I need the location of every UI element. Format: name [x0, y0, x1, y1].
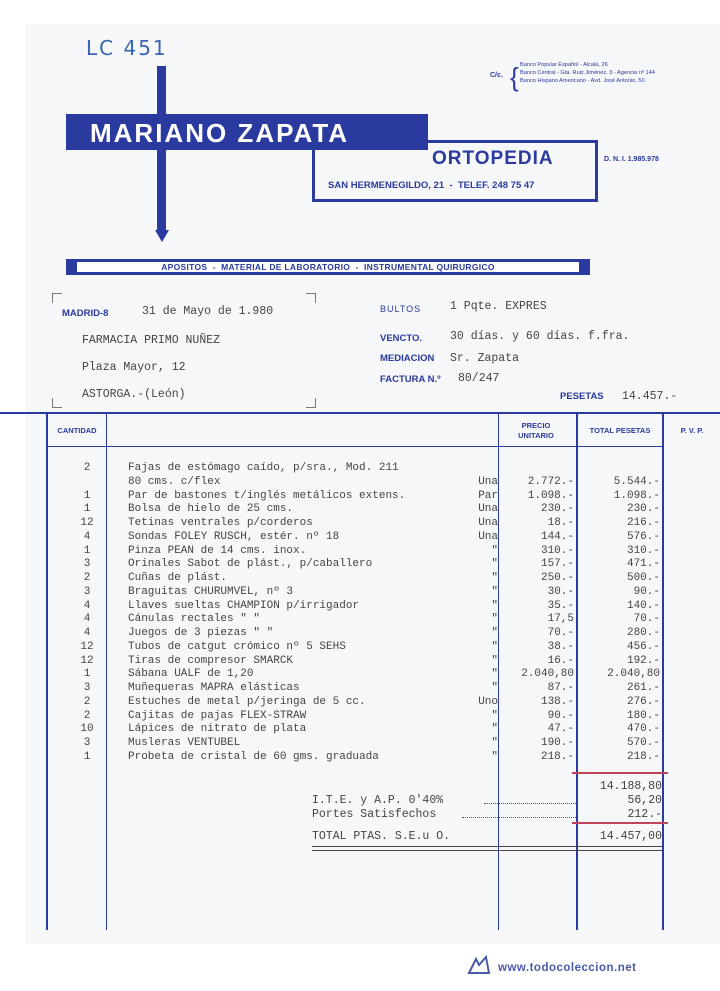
- item-unit: ": [491, 723, 498, 736]
- item-unit: Par: [478, 489, 498, 502]
- item-unit: ": [491, 544, 498, 557]
- item-unit: ": [491, 613, 498, 626]
- item-quantity: 4: [83, 627, 91, 639]
- mediacion-label: MEDIACION: [380, 353, 435, 364]
- item-quantity: 12: [80, 640, 94, 653]
- mediacion-value: Sr. Zapata: [450, 352, 520, 365]
- item-description: Probeta de cristal de 60 gms. graduada: [128, 750, 379, 763]
- header-precio: PRECIO UNITARIO: [518, 421, 554, 440]
- item-description: Pinza PEAN de 14 cms. inox.: [128, 544, 307, 557]
- item-total: 310.-: [626, 544, 660, 557]
- item-unit-price: 90.-: [547, 709, 574, 722]
- company-phone: TELEF. 248 75 47: [457, 180, 535, 191]
- item-unit: ": [491, 640, 498, 653]
- bultos-label: BULTOS: [380, 304, 422, 314]
- item-unit-price: 138.-: [540, 695, 574, 708]
- item-total: 218.-: [626, 750, 660, 763]
- item-total: 140.-: [626, 599, 660, 612]
- item-total: 192.-: [626, 654, 660, 667]
- item-unit-price: 2.772.-: [527, 475, 574, 488]
- item-quantity: 2: [83, 572, 91, 584]
- item-description: Juegos de 3 piezas " ": [128, 627, 274, 639]
- table-row: [0, 655, 720, 669]
- item-unit: ": [491, 682, 498, 694]
- item-description: Fajas de estómago caído, p/sra., Mod. 211: [128, 462, 399, 474]
- item-quantity: 1: [83, 489, 91, 502]
- table-row: [0, 531, 720, 545]
- item-quantity: 4: [83, 599, 91, 612]
- city-label: MADRID-8: [62, 308, 109, 319]
- item-unit-price: 157.-: [540, 558, 574, 571]
- total-label: TOTAL PTAS. S.E.u O.: [312, 830, 451, 843]
- logo-arrow-icon: [155, 230, 169, 242]
- item-quantity: 1: [83, 544, 91, 557]
- item-description: Orinales Sabot de plást., p/caballero: [128, 558, 373, 571]
- item-description: Musleras VENTUBEL: [128, 737, 241, 749]
- item-unit-price: 35.-: [547, 599, 574, 612]
- item-unit-price: 250.-: [540, 572, 574, 584]
- company-address: SAN HERMENEGILDO, 21: [328, 180, 445, 191]
- item-description: Par de bastones t/inglés metálicos extens.: [128, 489, 406, 502]
- item-unit-price: 87.-: [547, 682, 574, 694]
- subtotal-rule: [572, 772, 668, 774]
- item-description: Muñequeras MAPRA elásticas: [128, 682, 300, 694]
- table-row: [0, 586, 720, 600]
- address-corner-tr: [306, 293, 316, 303]
- item-unit: ": [491, 654, 498, 667]
- item-unit-price: 190.-: [540, 737, 574, 749]
- pesetas-label: PESETAS: [560, 391, 604, 402]
- company-address-line: SAN HERMENEGILDO, 21 - TELEF. 248 75 47: [328, 180, 535, 191]
- item-total: 180.-: [626, 709, 660, 722]
- brace-icon: {: [510, 62, 519, 92]
- table-row: [0, 503, 720, 517]
- item-total: 276.-: [626, 695, 660, 708]
- dni-number: D. N. I. 1.985.978: [604, 156, 659, 163]
- table-row: [0, 737, 720, 751]
- item-unit: ": [491, 750, 498, 763]
- table-row: [0, 462, 720, 476]
- item-total: 2.040,80: [607, 668, 660, 681]
- total-value: 14.457,00: [599, 830, 662, 843]
- item-unit-price: 18.-: [547, 517, 574, 529]
- item-unit: ": [491, 572, 498, 584]
- customer-city: ASTORGA.-(León): [82, 388, 186, 401]
- item-total: 261.-: [626, 682, 660, 694]
- item-unit: Uno: [478, 695, 498, 708]
- bultos-value: 1 Pqte. EXPRES: [450, 300, 547, 313]
- total-underline-1: [312, 846, 662, 847]
- item-total: 70.-: [633, 613, 660, 626]
- table-row: [0, 600, 720, 614]
- item-total: 90.-: [633, 585, 660, 598]
- address-corner-bl: [52, 398, 62, 408]
- site-watermark: www.todocoleccion.net: [498, 962, 637, 974]
- item-description: Braguitas CHURUMVEL, nº 3: [128, 585, 294, 598]
- item-quantity: 12: [80, 517, 94, 529]
- item-unit-price: 230.-: [540, 503, 574, 516]
- total-rule: [572, 822, 668, 824]
- item-quantity: 2: [83, 709, 91, 722]
- item-description: Cajitas de pajas FLEX-STRAW: [128, 709, 307, 722]
- table-row: [0, 613, 720, 627]
- item-total: 216.-: [626, 517, 660, 529]
- business-type: ORTOPEDIA: [432, 148, 554, 169]
- item-description: Tiras de compresor SMARCK: [128, 654, 294, 667]
- portes-value: 212.-: [627, 808, 662, 821]
- header-pvp: P. V. P.: [680, 426, 704, 435]
- item-quantity: 10: [80, 723, 94, 736]
- item-unit: ": [491, 585, 498, 598]
- bank-line-1: Banco Popular Español - Alcalá, 26: [520, 62, 608, 68]
- bank-line-2: Banco Central - Gta. Ruiz Jiménez, 3 - Agencia nº 144: [520, 70, 655, 76]
- table-row: [0, 751, 720, 765]
- item-quantity: 12: [80, 654, 94, 667]
- header-cantidad: CANTIDAD: [57, 426, 97, 435]
- invoice-date: 31 de Mayo de 1.980: [142, 305, 274, 318]
- item-unit-price: 144.-: [540, 530, 574, 543]
- pesetas-value: 14.457.-: [622, 390, 678, 403]
- item-unit-price: 2.040,80: [521, 668, 574, 681]
- item-unit-price: 70.-: [547, 627, 574, 639]
- item-unit: ": [491, 709, 498, 722]
- item-unit: Una: [478, 530, 498, 543]
- table-row: [0, 517, 720, 531]
- table-row: [0, 682, 720, 696]
- item-quantity: 3: [83, 682, 91, 694]
- item-unit-price: 30.-: [547, 585, 574, 598]
- item-description: Cánulas rectales " ": [128, 613, 261, 626]
- table-row: [0, 723, 720, 737]
- table-row: [0, 627, 720, 641]
- item-unit-price: 218.-: [540, 750, 574, 763]
- table-row: [0, 710, 720, 724]
- table-row: [0, 476, 720, 490]
- table-header-rule: [46, 446, 664, 447]
- table-row: [0, 558, 720, 572]
- table-row: [0, 545, 720, 559]
- item-quantity: 1: [83, 668, 91, 681]
- vencto-value: 30 días. y 60 días. f.fra.: [450, 330, 630, 343]
- table-row: [0, 668, 720, 682]
- item-unit: ": [491, 558, 498, 571]
- item-total: 470.-: [626, 723, 660, 736]
- item-quantity: 2: [83, 462, 91, 474]
- item-total: 280.-: [626, 627, 660, 639]
- item-unit-price: 310.-: [540, 544, 574, 557]
- item-total: 230.-: [626, 503, 660, 516]
- total-underline-2: [312, 850, 662, 851]
- table-row: [0, 490, 720, 504]
- ite-value: 56,20: [627, 794, 662, 807]
- factura-label: FACTURA N.º: [380, 374, 441, 385]
- item-quantity: 3: [83, 585, 91, 598]
- item-description: Tubos de catgut crómico nº 5 SEHS: [128, 640, 346, 653]
- item-unit: Una: [478, 517, 498, 529]
- item-unit: ": [491, 627, 498, 639]
- item-quantity: 1: [83, 750, 91, 763]
- item-quantity: 1: [83, 503, 91, 516]
- todocoleccion-logo-icon: [466, 955, 492, 977]
- item-total: 500.-: [626, 572, 660, 584]
- bank-prefix: C/c.: [490, 72, 503, 79]
- item-unit: ": [491, 668, 498, 681]
- item-unit-price: 47.-: [547, 723, 574, 736]
- item-unit: Una: [478, 475, 498, 488]
- ite-label: I.T.E. y A.P. 0'40%: [312, 794, 444, 807]
- table-row: [0, 572, 720, 586]
- item-description: Sábana UALF de 1,20: [128, 668, 254, 681]
- bank-line-3: Banco Hispano Americano - Avd. José Antonio, 50: [520, 78, 645, 84]
- item-description: Lápices de nitrato de plata: [128, 723, 307, 736]
- customer-name: FARMACIA PRIMO NUÑEZ: [82, 334, 221, 347]
- address-corner-br: [306, 398, 316, 408]
- handwritten-annotation: LC 451: [86, 36, 168, 60]
- ite-dots: [484, 803, 576, 804]
- item-total: 456.-: [626, 640, 660, 653]
- header-total: TOTAL PESETAS: [589, 426, 651, 435]
- table-row: [0, 641, 720, 655]
- item-quantity: 2: [83, 695, 91, 708]
- item-description: Cuñas de plást.: [128, 572, 228, 584]
- table-top-rule: [0, 412, 720, 414]
- item-total: 570.-: [626, 737, 660, 749]
- company-name: MARIANO ZAPATA: [66, 114, 428, 150]
- item-description: 80 cms. c/flex: [128, 475, 221, 488]
- item-description: Sondas FOLEY RUSCH, estér. nº 18: [128, 530, 340, 543]
- item-total: 1.098.-: [613, 489, 660, 502]
- item-unit-price: 17,5: [547, 613, 574, 626]
- item-total: 471.-: [626, 558, 660, 571]
- item-description: Tetinas ventrales p/corderos: [128, 517, 313, 529]
- item-description: Llaves sueltas CHAMPION p/irrigador: [128, 599, 360, 612]
- subtotal-value: 14.188,80: [599, 780, 662, 793]
- vencto-label: VENCTO.: [380, 333, 423, 344]
- logo-vertical-bar: [157, 66, 166, 234]
- item-quantity: 4: [83, 613, 91, 626]
- portes-dots: [462, 817, 576, 818]
- portes-label: Portes Satisfechos: [312, 808, 437, 821]
- item-unit-price: 38.-: [547, 640, 574, 653]
- item-total: 5.544.-: [613, 475, 660, 488]
- factura-value: 80/247: [458, 372, 500, 385]
- table-row: [0, 696, 720, 710]
- services-text: APOSITOS - MATERIAL DE LABORATORIO - INSTRUMENTAL QUIRURGICO: [76, 261, 580, 273]
- item-total: 576.-: [626, 530, 660, 543]
- item-unit: ": [491, 599, 498, 612]
- item-description: Bolsa de hielo de 25 cms.: [128, 503, 294, 516]
- item-quantity: 3: [83, 558, 91, 571]
- item-quantity: 4: [83, 530, 91, 543]
- item-unit-price: 1.098.-: [527, 489, 574, 502]
- item-unit-price: 16.-: [547, 654, 574, 667]
- item-unit: Una: [478, 503, 498, 516]
- item-quantity: 3: [83, 737, 91, 749]
- item-unit: ": [491, 737, 498, 749]
- address-corner-tl: [52, 293, 62, 303]
- item-description: Estuches de metal p/jeringa de 5 cc.: [128, 695, 366, 708]
- customer-street: Plaza Mayor, 12: [82, 361, 186, 374]
